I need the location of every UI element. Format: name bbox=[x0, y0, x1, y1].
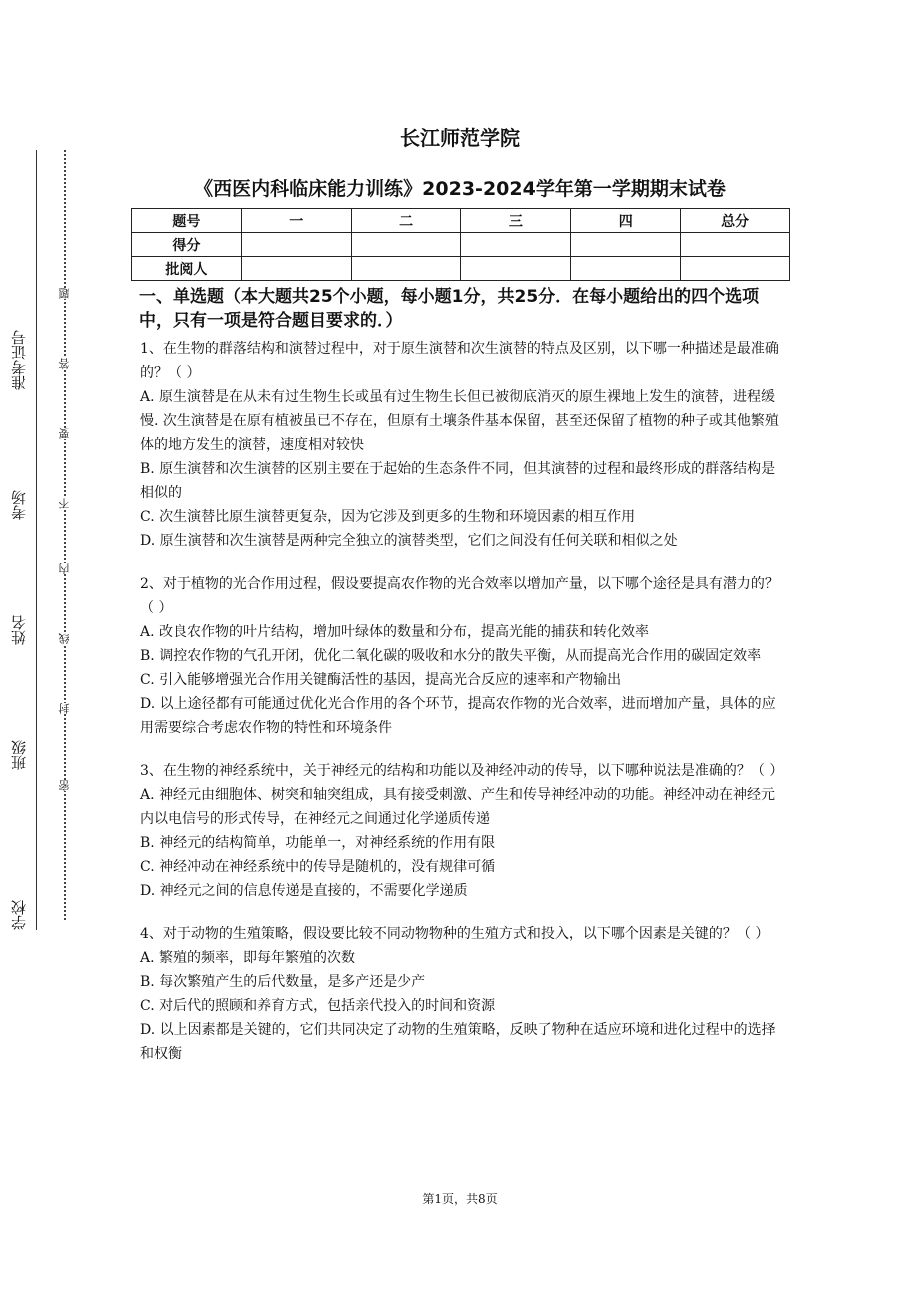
field-name: 姓名 bbox=[10, 615, 28, 645]
question-1 bbox=[140, 337, 788, 553]
question-stem: 4、对于动物的生殖策略，假设要比较不同动物物种的生殖方式和投入，以下哪个因素是关键的？（ ） bbox=[140, 926, 770, 942]
seal-dotted-line bbox=[64, 150, 66, 920]
option-b: B. 神经元的结构简单，功能单一，对神经系统的作用有限 bbox=[140, 835, 496, 851]
table-cell bbox=[241, 257, 351, 281]
question-3 bbox=[140, 759, 788, 903]
table-cell bbox=[351, 257, 461, 281]
seal-char: 内 bbox=[58, 563, 71, 574]
option-d: D. 神经元之间的信息传递是直接的，不需要化学递质 bbox=[140, 883, 468, 899]
exam-content bbox=[140, 285, 788, 1066]
option-b: B. 每次繁殖产生的后代数量，是多产还是少产 bbox=[140, 974, 426, 990]
table-cell: 得分 bbox=[132, 233, 242, 257]
question-4 bbox=[140, 922, 788, 1066]
field-exam-room: 考场 bbox=[10, 490, 28, 520]
table-cell: 批阅人 bbox=[132, 257, 242, 281]
table-cell: 二 bbox=[351, 209, 461, 233]
exam-title: 《西医内科临床能力训练》2023-2024学年第一学期期末试卷 bbox=[194, 178, 726, 200]
table-row bbox=[132, 257, 790, 281]
option-c: C. 对后代的照顾和养育方式，包括亲代投入的时间和资源 bbox=[140, 998, 496, 1014]
option-b: B. 调控农作物的气孔开闭，优化二氧化碳的吸收和水分的散失平衡，从而提高光合作用的碳固定效率 bbox=[140, 648, 762, 664]
question-2 bbox=[140, 572, 788, 740]
table-cell bbox=[681, 233, 790, 257]
table-cell bbox=[681, 257, 790, 281]
school-name: 长江师范学院 bbox=[400, 126, 520, 150]
option-b: B. 原生演替和次生演替的区别主要在于起始的生态条件不同，但其演替的过程和最终形成的群落结构是相似的 bbox=[140, 461, 776, 501]
seal-char: 要 bbox=[58, 428, 71, 439]
table-cell bbox=[351, 233, 461, 257]
table-cell: 一 bbox=[241, 209, 351, 233]
table-cell bbox=[241, 233, 351, 257]
question-stem: 1、在生物的群落结构和演替过程中，对于原生演替和次生演替的特点及区别，以下哪一种描述是最准确的？（ ） bbox=[140, 341, 779, 381]
section-heading: 一、单选题（本大题共25个小题，每小题1分，共25分．在每小题给出的四个选项中，只有一项是符合题目要求的．） bbox=[139, 287, 760, 331]
field-ticket-number: 准考证号 bbox=[10, 330, 28, 390]
field-school: 学校 bbox=[10, 900, 28, 930]
option-a: A. 改良农作物的叶片结构，增加叶绿体的数量和分布，提高光能的捕获和转化效率 bbox=[140, 624, 650, 640]
table-cell: 总分 bbox=[681, 209, 790, 233]
table-cell bbox=[461, 233, 571, 257]
question-stem: 2、对于植物的光合作用过程，假设要提高农作物的光合效率以增加产量，以下哪个途径是具有潜力的？（ ） bbox=[140, 576, 779, 616]
table-cell bbox=[571, 257, 681, 281]
option-c: C. 神经冲动在神经系统中的传导是随机的，没有规律可循 bbox=[140, 859, 496, 875]
binding-line bbox=[36, 150, 37, 930]
field-class: 班级 bbox=[10, 740, 28, 770]
option-a: A. 繁殖的频率，即每年繁殖的次数 bbox=[140, 950, 356, 966]
table-cell: 四 bbox=[571, 209, 681, 233]
seal-char: 不 bbox=[58, 498, 71, 509]
seal-char: 封 bbox=[58, 703, 71, 714]
seal-char: 密 bbox=[58, 780, 71, 791]
option-c: C. 引入能够增强光合作用关键酶活性的基因，提高光合反应的速率和产物输出 bbox=[140, 672, 622, 688]
option-d: D. 以上途径都有可能通过优化光合作用的各个环节，提高农作物的光合效率，进而增加产量，具体的应用需要综合考虑农作物的特性和环境条件 bbox=[140, 696, 776, 736]
binding-margin bbox=[0, 140, 80, 960]
seal-char: 答 bbox=[58, 358, 71, 369]
seal-char: 线 bbox=[58, 633, 71, 644]
score-table bbox=[131, 208, 790, 281]
option-a: A. 原生演替是在从未有过生物生长或虽有过生物生长但已被彻底消灭的原生裸地上发生的演替，进程缓慢. 次生演替是在原有植被虽已不存在，但原有土壤条件基本保留，甚至还保留了植物的种子或其他繁殖体的地方发生的演替，速度相对较快 bbox=[140, 389, 779, 453]
table-cell: 三 bbox=[461, 209, 571, 233]
option-c: C. 次生演替比原生演替更复杂，因为它涉及到更多的生物和环境因素的相互作用 bbox=[140, 509, 636, 525]
table-cell bbox=[461, 257, 571, 281]
table-cell: 题号 bbox=[132, 209, 242, 233]
page-number: 第1页，共8页 bbox=[422, 1192, 498, 1206]
table-cell bbox=[571, 233, 681, 257]
table-row bbox=[132, 233, 790, 257]
option-d: D. 原生演替和次生演替是两种完全独立的演替类型，它们之间没有任何关联和相似之处 bbox=[140, 533, 678, 549]
option-a: A. 神经元由细胞体、树突和轴突组成，具有接受刺激、产生和传导神经冲动的功能。神经冲动在神经元内以电信号的形式传导，在神经元之间通过化学递质传递 bbox=[140, 787, 776, 827]
seal-char: 题 bbox=[58, 288, 71, 299]
option-d: D. 以上因素都是关键的，它们共同决定了动物的生殖策略，反映了物种在适应环境和进化过程中的选择和权衡 bbox=[140, 1022, 776, 1062]
table-row bbox=[132, 209, 790, 233]
question-stem: 3、在生物的神经系统中，关于神经元的结构和功能以及神经冲动的传导，以下哪种说法是准确的？（ ） bbox=[140, 763, 784, 779]
